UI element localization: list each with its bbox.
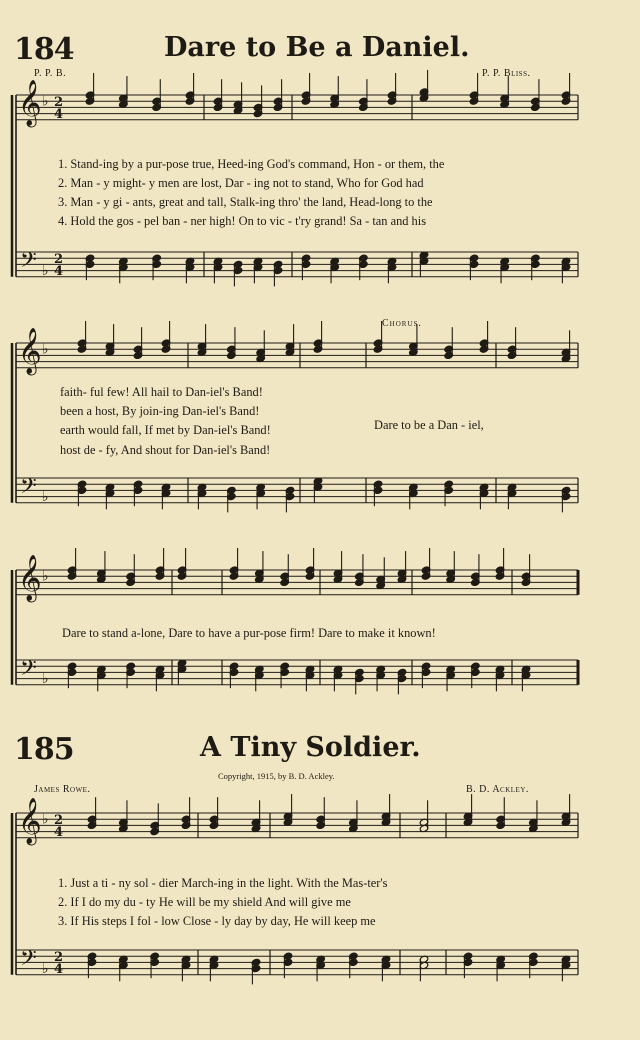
- time-signature-bottom: 4: [54, 264, 64, 279]
- hymn-title: Dare to Be a Daniel.: [164, 32, 470, 63]
- flat-icon: ♭: [42, 488, 49, 505]
- treble-clef-icon: 𝄞: [18, 328, 42, 374]
- system2-line-3: earth would fall, If met by Dan-iel's Band!: [60, 423, 271, 437]
- hymn2-verse-line-3: 3. If His steps I fol - low Close - ly day by day, He will keep me: [58, 914, 376, 928]
- time-signature-top: 2: [54, 252, 64, 267]
- system2-line-2: been a host, By join-ing Dan-iel's Band!: [60, 404, 260, 418]
- flat-icon: ♭: [42, 960, 49, 977]
- lyricist-credit-2: James Rowe.: [34, 784, 91, 795]
- verse-line-4: 4. Hold the gos - pel ban - ner high! On to vic - t'ry grand! Sa - tan and his: [58, 214, 427, 228]
- flat-icon: ♭: [42, 670, 49, 687]
- time-signature-bottom: 4: [54, 825, 64, 840]
- chorus-label: Chorus.: [382, 318, 422, 329]
- bass-clef-icon: 𝄢: [20, 474, 37, 504]
- lyricist-credit: P. P. B.: [34, 68, 67, 79]
- flat-icon: ♭: [42, 93, 49, 110]
- time-signature-bottom: 4: [54, 962, 64, 977]
- system2-line-1: faith- ful few! All hail to Dan-iel's Band!: [60, 385, 263, 399]
- time-signature-top: 2: [54, 813, 64, 828]
- hymn-title-2: A Tiny Soldier.: [200, 732, 421, 763]
- treble-clef-icon: 𝄞: [18, 798, 42, 844]
- flat-icon: ♭: [42, 568, 49, 585]
- time-signature-top: 2: [54, 950, 64, 965]
- hymn2-verse-line-1: 1. Just a ti - ny sol - dier March-ing in the light. With the Mas-ter's: [58, 876, 388, 890]
- system3-lyric: Dare to stand a-lone, Dare to have a pur-pose firm! Dare to make it known!: [62, 626, 436, 640]
- hymn2-verse-line-2: 2. If I do my du - ty He will be my shield And will give me: [58, 895, 351, 909]
- verse-line-3: 3. Man - y gi - ants, great and tall, Stalk-ing thro' the land, Head-long to the: [58, 195, 433, 209]
- system2-line-4: host de - fy, And shout for Dan-iel's Band!: [60, 443, 271, 457]
- verse-line-2: 2. Man - y might- y men are lost, Dar - ing not to stand, Who for God had: [58, 176, 424, 190]
- treble-clef-icon: 𝄞: [18, 80, 42, 126]
- flat-icon: ♭: [42, 341, 49, 358]
- flat-icon: ♭: [42, 811, 49, 828]
- bass-clef-icon: 𝄢: [20, 946, 37, 976]
- bass-clef-icon: 𝄢: [20, 656, 37, 686]
- time-signature-bottom: 4: [54, 107, 64, 122]
- composer-credit-2: B. D. Ackley.: [466, 784, 529, 795]
- hymn-number-2: 185: [14, 732, 74, 767]
- treble-clef-icon: 𝄞: [18, 555, 42, 601]
- chorus-lyric: Dare to be a Dan - iel,: [374, 418, 484, 432]
- copyright-notice: Copyright, 1915, by B. D. Ackley.: [218, 771, 335, 781]
- verse-line-1: 1. Stand-ing by a pur-pose true, Heed-ing God's command, Hon - or them, the: [58, 157, 445, 171]
- flat-icon: ♭: [42, 262, 49, 279]
- bass-clef-icon: 𝄢: [20, 248, 37, 278]
- hymn-number: 184: [14, 32, 74, 67]
- time-signature-top: 2: [54, 95, 64, 110]
- composer-credit: P. P. Bliss.: [482, 68, 531, 79]
